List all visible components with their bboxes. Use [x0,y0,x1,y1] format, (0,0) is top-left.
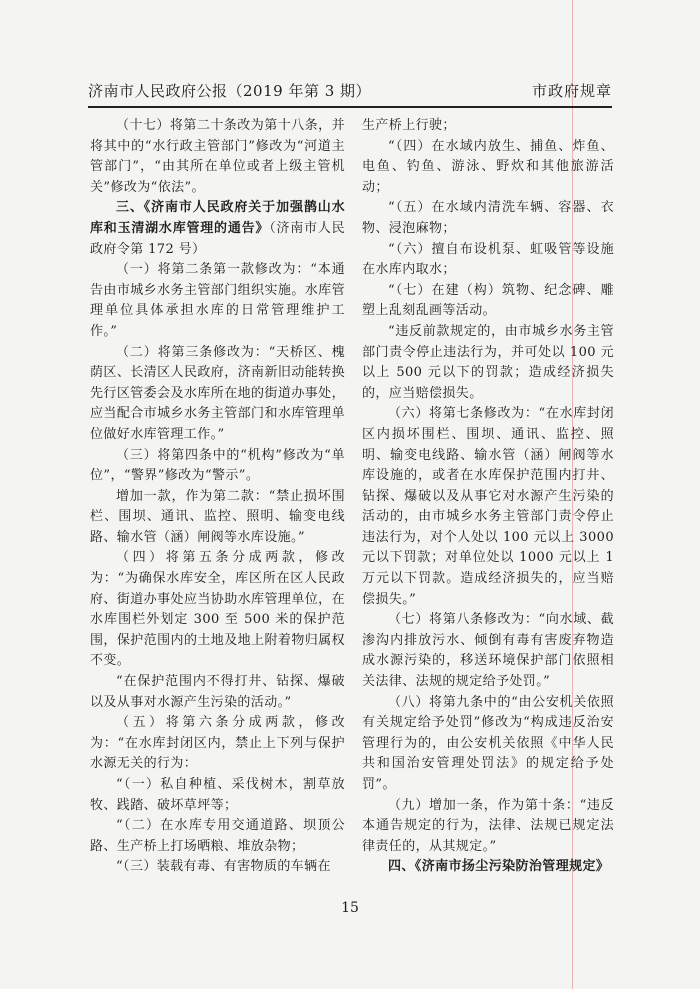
section-heading: 四、《济南市扬尘污染防治管理规定》 [388,859,610,875]
paragraph-text: （八）将第九条中的“由公安机关依照有关规定给予处罚”修改为“构成违反治安管理行为的，由公安机关依照《中华人民共和国治安管理处罚法》的规定给予处罚”。 [362,694,614,792]
paragraph-text: “（五）在水域内清洗车辆、容器、衣物、浸泡麻物； [362,200,614,236]
paragraph-text: （三）将第四条中的“机构”修改为“单位”，“警界”修改为“警示”。 [90,447,345,484]
paragraph [90,816,345,857]
paragraph-text: （七）将第八条修改为：“向水域、截渗沟内排放污水、倾倒有毒有害废弃物造成水源污染的，移送环境保护部门依照相关法律、法规的规定给予处罚。” [362,612,614,690]
paragraph [362,322,614,404]
paragraph-text: 增加一款，作为第二款：“禁止损坏围栏、围坝、通讯、监控、照明、输变电线路、输水管（涵）闸阀等水库设施。” [90,488,345,545]
paragraph-text: “（二）在水库专用交通道路、坝顶公路、生产桥上打场晒粮、堆放杂物； [90,818,345,854]
paragraph-text: “（四）在水域内放生、捕鱼、炸鱼、电鱼、钓鱼、游泳、野炊和其他旅游活动； [362,138,614,195]
paragraph-text: 生产桥上行驶； [362,118,456,133]
paragraph [90,548,345,672]
paragraph-text: “违反前款规定的，由市城乡水务主管部门责令停止违法行为，并可处以 100 元以上 500 元以下的罚款；造成经济损失的，应当赔偿损失。 [362,323,614,401]
paragraph-text: （四）将第五条分成两款，修改为：“为确保水库安全，库区所在区人民政府、街道办事处应当协助水库管理单位，在水库围栏外划定 300 至 500 米的保护范围，保护范围内的土地及地上附着物归属权不变。 [90,550,345,669]
paragraph [90,343,345,446]
paragraph [362,857,614,878]
paragraph-text: （十七）将第二十条改为第十八条，并将其中的“水行政主管部门”修改为“河道主管部门”，“由其所在单位或者上级主管机关”修改为“依法”。 [90,118,345,195]
paragraph [362,137,614,199]
paragraph [362,281,614,322]
paragraph [90,857,345,878]
paragraph [362,116,614,137]
paragraph-text: （九）增加一条，作为第十条：“违反本通告规定的行为，法律、法规已规定法律责任的，从其规定。” [362,797,614,854]
paragraph-text: “（六）擅自布设机泵、虹吸管等设施在水库内取水； [362,241,614,278]
page-header [88,80,612,104]
paragraph [90,487,345,549]
right-column [362,116,614,878]
heading-source: （济南市人民政府令第 172 号） [90,220,346,257]
paragraph-text: “（三）装载有毒、有害物质的车辆在 [116,859,331,875]
section-title: 市政府规章 [531,82,612,100]
paragraph [362,404,614,610]
paragraph-text: （一）将第二条第一款修改为：“本通告由市城乡水务主管部门组织实施。水库管理单位具体承担水库的日常管理维护工作。” [90,262,345,339]
paragraph [362,198,614,239]
paragraph-text: （二）将第三条修改为：“天桥区、槐荫区、长清区人民政府，济南新旧动能转换先行区管委会及水库所在地的街道办事处，应当配合市城乡水务主管部门和水库管理单位做好水库管理工作。” [90,344,345,442]
paragraph [90,446,345,487]
paragraph [90,672,345,713]
left-column [90,116,345,878]
paragraph [90,775,345,816]
publication-title: 济南市人民政府公报（2019 年第 3 期） [88,82,372,100]
paragraph-text: “（一）私自种植、采伐树木，割草放牧、践踏、破坏草坪等； [90,777,345,813]
paragraph [90,260,345,342]
paragraph-text: （六）将第七条修改为：“在水库封闭区内损坏围栏、围坝、通讯、监控、照明、输变电线路、输水管（涵）闸阀等水库设施的，或者在水库保护范围内打井、钻探、爆破以及从事它对水源产生污染的活动的，由市城乡水务主管部门责令停止违法行为，对个人处以 100 元以上 3000 元以下罚款；对单位处以 1000 元以上 1 万元以下罚款。造成经济损失的，应当赔偿损失。” [362,406,614,607]
paragraph-text: “（七）在建（构）筑物、纪念碑、雕塑上乱刻乱画等活动。 [362,282,614,319]
paragraph [362,693,614,796]
section-heading: 三、《济南市人民政府关于加强鹊山水库和玉清湖水库管理的通告》 [90,200,345,236]
paragraph-text: “在保护范围内不得打井、钻探、爆破以及从事对水源产生污染的活动。” [90,674,345,710]
paragraph-text: （五）将第六条分成两款，修改为：“在水库封闭区内，禁止上下列与保护水源无关的行为： [90,715,345,772]
header-rule [88,106,612,108]
paragraph [90,713,345,775]
paragraph [362,610,614,692]
paragraph [362,796,614,858]
page-number: 15 [341,900,359,916]
paragraph [90,198,345,260]
paragraph [362,240,614,281]
paragraph [90,116,345,198]
